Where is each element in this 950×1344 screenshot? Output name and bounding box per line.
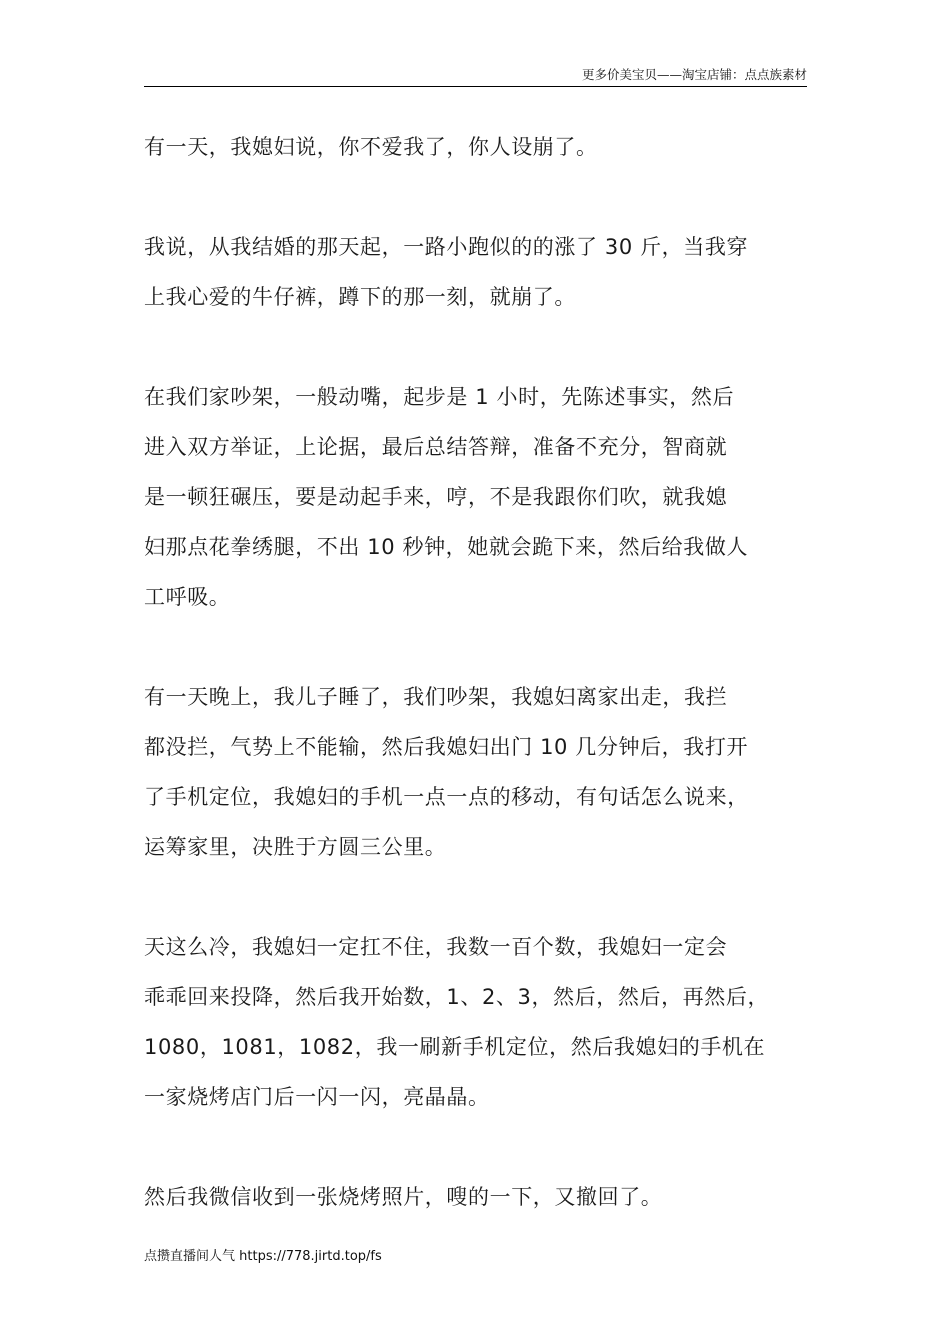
text-line: 一家烧烤店门后一闪一闪，亮晶晶。 xyxy=(144,1085,490,1109)
text-line: 在我们家吵架，一般动嘴，起步是 1 小时，先陈述事实，然后 xyxy=(144,385,735,409)
paragraph-3 xyxy=(144,372,824,622)
text-line: 有一天晚上，我儿子睡了，我们吵架，我媳妇离家出走，我拦 xyxy=(144,685,728,709)
paragraph-2 xyxy=(144,222,824,322)
page-header xyxy=(144,66,807,87)
paragraph-6 xyxy=(144,1172,824,1222)
article-body xyxy=(144,122,824,1272)
text-line: 了手机定位，我媳妇的手机一点一点的移动，有句话怎么说来， xyxy=(144,785,749,809)
text-line: 工呼吸。 xyxy=(144,585,231,609)
page-footer-link[interactable]: 点攒直播间人气 https://778.jirtd.top/fs xyxy=(144,1249,382,1264)
text-line: 我说，从我结婚的那天起，一路小跑似的的涨了 30 斤，当我穿 xyxy=(144,235,749,259)
text-line: 都没拦，气势上不能输，然后我媳妇出门 10 几分钟后，我打开 xyxy=(144,735,749,759)
text-line: 乖乖回来投降，然后我开始数，1、2、3，然后，然后，再然后， xyxy=(144,985,770,1009)
text-line: 1080，1081，1082，我一刷新手机定位，然后我媳妇的手机在 xyxy=(144,1035,766,1059)
text-line: 上我心爱的牛仔裤，蹲下的那一刻，就崩了。 xyxy=(144,285,576,309)
text-line: 有一天，我媳妇说，你不爱我了，你人设崩了。 xyxy=(144,135,598,159)
text-line: 天这么冷，我媳妇一定扛不住，我数一百个数，我媳妇一定会 xyxy=(144,935,728,959)
text-line: 是一顿狂碾压，要是动起手来，哼，不是我跟你们吹，就我媳 xyxy=(144,485,728,509)
paragraph-4 xyxy=(144,672,824,872)
paragraph-5 xyxy=(144,922,824,1122)
text-line: 运筹家里，决胜于方圆三公里。 xyxy=(144,835,447,859)
header-shop-text: 更多价美宝贝——淘宝店铺：点点族素材 xyxy=(581,67,807,82)
text-line: 然后我微信收到一张烧烤照片，嗖的一下，又撤回了。 xyxy=(144,1185,663,1209)
paragraph-1 xyxy=(144,122,824,172)
text-line: 进入双方举证，上论据，最后总结答辩，准备不充分，智商就 xyxy=(144,435,728,459)
text-line: 妇那点花拳绣腿，不出 10 秒钟，她就会跪下来，然后给我做人 xyxy=(144,535,749,559)
